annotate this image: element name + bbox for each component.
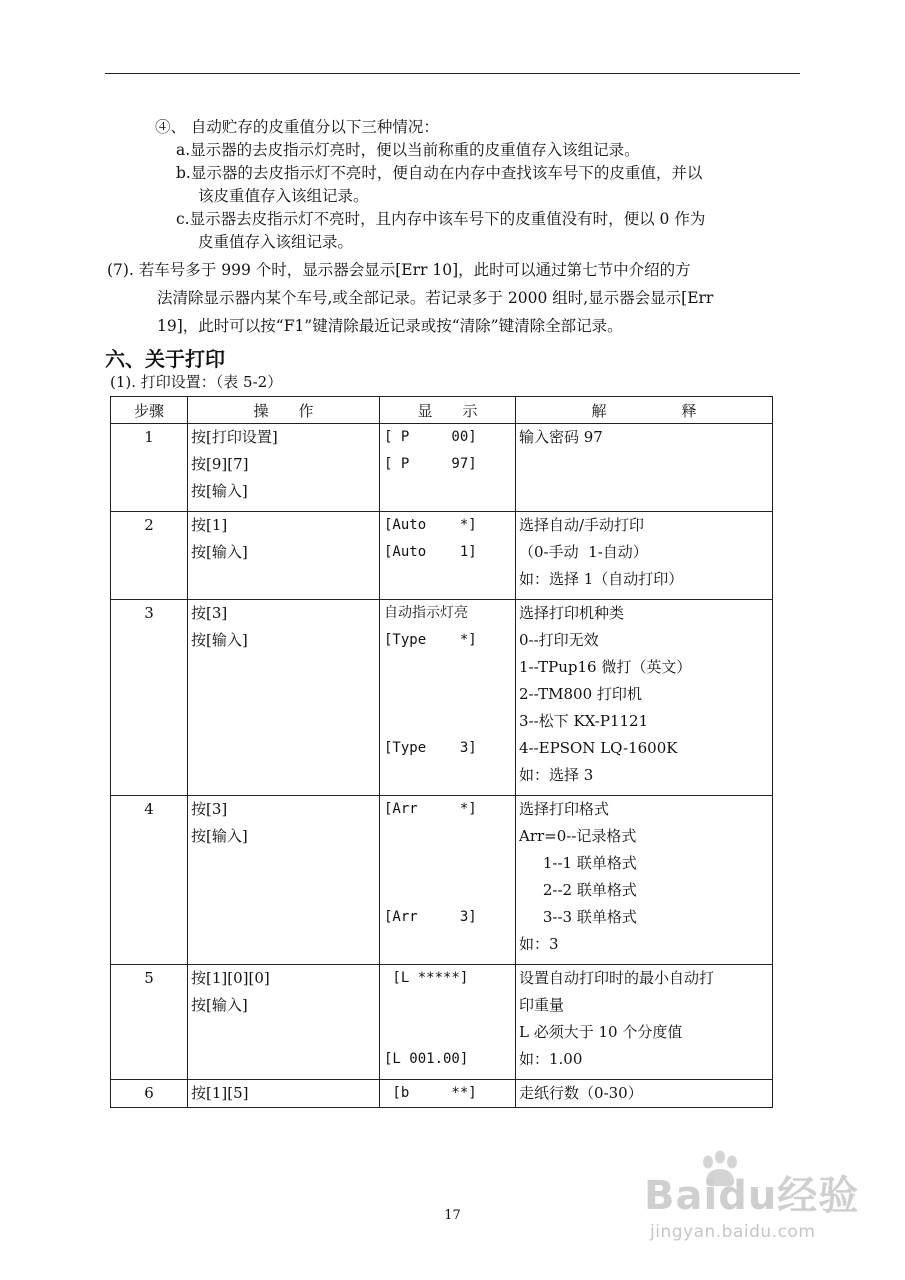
display-line: [Type *] <box>384 632 477 648</box>
operation-line: 按[9][7] <box>191 455 249 473</box>
table-row <box>111 965 773 1080</box>
explanation-line <box>516 451 772 478</box>
display-cell <box>380 600 516 796</box>
display-line <box>380 681 515 708</box>
display-line <box>380 654 515 681</box>
display-cell <box>380 512 516 600</box>
header-step: 步骤 <box>111 397 188 424</box>
operation-line: 按[3] <box>191 604 228 622</box>
operation-line <box>188 931 379 958</box>
operation-line: 按[1][5] <box>191 1084 249 1102</box>
display-cell <box>380 796 516 965</box>
operation-line: 按[输入] <box>191 631 248 649</box>
page-number: 17 <box>444 1208 461 1223</box>
explanation-cell <box>516 965 773 1080</box>
explanation-line: 走纸行数（0-30） <box>519 1084 643 1102</box>
display-line <box>380 566 515 593</box>
operation-line <box>188 877 379 904</box>
explanation-cell <box>516 600 773 796</box>
operation-line <box>188 708 379 735</box>
operation-line: 按[输入] <box>191 996 248 1014</box>
operation-line <box>188 566 379 593</box>
explanation-cell <box>516 512 773 600</box>
operation-line <box>188 1019 379 1046</box>
operation-line <box>188 681 379 708</box>
display-line: [Auto 1] <box>384 544 477 560</box>
display-line: [Arr *] <box>384 801 477 817</box>
table-body <box>111 424 773 1108</box>
header-explanation: 解 释 <box>516 397 773 424</box>
display-line <box>380 762 515 789</box>
operation-line: 按[1] <box>191 516 228 534</box>
explanation-line: 如：选择 1（自动打印） <box>519 570 684 588</box>
operation-line: 按[1][0][0] <box>191 969 270 987</box>
display-line: [ P 00] <box>384 429 477 445</box>
explanation-line: 1--TPup16 微打（英文） <box>519 658 692 676</box>
operation-line: 按[3] <box>191 800 228 818</box>
print-settings-table <box>110 396 773 1108</box>
display-line: [L 001.00] <box>384 1051 469 1067</box>
operation-cell <box>188 796 380 965</box>
explanation-line: 印重量 <box>519 996 565 1014</box>
display-line: [Auto *] <box>384 517 477 533</box>
baidu-watermark <box>640 1150 860 1260</box>
display-line <box>380 823 515 850</box>
table-row <box>111 512 773 600</box>
display-line: [Arr 3] <box>384 909 477 925</box>
display-line: [Type 3] <box>384 740 477 756</box>
explanation-line <box>516 478 772 505</box>
operation-line <box>188 735 379 762</box>
explanation-cell <box>516 796 773 965</box>
operation-line <box>188 654 379 681</box>
display-line: [ P 97] <box>384 456 477 472</box>
operation-line: 按[输入] <box>191 482 248 500</box>
step-cell <box>111 1080 188 1108</box>
operation-cell <box>188 965 380 1080</box>
display-line: [b **] <box>384 1085 477 1101</box>
display-line <box>380 1019 515 1046</box>
explanation-line: 选择打印格式 <box>519 800 610 818</box>
explanation-line: 设置自动打印时的最小自动打 <box>519 969 715 987</box>
explanation-line: 如：1.00 <box>519 1050 583 1068</box>
explanation-line: 3--3 联单格式 <box>519 908 637 926</box>
operation-line: 按[打印设置] <box>191 428 278 446</box>
operation-line <box>188 1046 379 1073</box>
explanation-line: 0--打印无效 <box>519 631 599 649</box>
display-line: [L *****] <box>384 970 469 986</box>
explanation-line: L 必须大于 10 个分度值 <box>519 1023 683 1041</box>
table-row <box>111 1080 773 1108</box>
explanation-line: 4--EPSON LQ-1600K <box>519 739 678 757</box>
display-cell <box>380 424 516 512</box>
explanation-line: 2--TM800 打印机 <box>519 685 642 703</box>
display-line <box>380 478 515 505</box>
item-7-line-1: (7). 若车号多于 999 个时，显示器会显示[Err 10]，此时可以通过第七节中介绍的方 <box>107 261 691 279</box>
operation-line: 按[输入] <box>191 543 248 561</box>
explanation-line: Arr=0--记录格式 <box>519 827 637 845</box>
step-cell <box>111 796 188 965</box>
header-display: 显 示 <box>380 397 516 424</box>
operation-line <box>188 762 379 789</box>
explanation-line: 如：选择 3 <box>519 766 594 784</box>
explanation-line: 如：3 <box>519 935 559 953</box>
item-4c-line-2: 皮重值存入该组记录。 <box>198 233 354 251</box>
operation-line <box>188 850 379 877</box>
item-4-line: ④、 自动贮存的皮重值分以下三种情况： <box>155 118 439 136</box>
operation-cell <box>188 600 380 796</box>
step-number: 4 <box>144 800 154 818</box>
item-4c-line-1: c.显示器去皮指示灯不亮时，且内存中该车号下的皮重值没有时，便以 0 作为 <box>176 210 706 228</box>
display-cell <box>380 965 516 1080</box>
explanation-line: （0-手动 1-自动） <box>519 543 648 561</box>
explanation-line: 选择打印机种类 <box>519 604 625 622</box>
section-title: 六、关于打印 <box>105 347 225 371</box>
item-4a-line: a.显示器的去皮指示灯亮时，便以当前称重的皮重值存入该组记录。 <box>176 141 640 159</box>
header-operation: 操 作 <box>188 397 380 424</box>
explanation-line: 1--1 联单格式 <box>519 854 637 872</box>
display-line <box>380 850 515 877</box>
display-cell <box>380 1080 516 1108</box>
operation-cell <box>188 424 380 512</box>
table-header-row <box>111 397 773 424</box>
watermark-brand: Baidu经验 <box>644 1173 860 1219</box>
step-cell <box>111 600 188 796</box>
table-row <box>111 796 773 965</box>
explanation-line: 输入密码 97 <box>519 428 603 446</box>
table-caption: (1). 打印设置：（表 5-2） <box>110 373 283 391</box>
operation-cell <box>188 1080 380 1108</box>
display-line <box>380 992 515 1019</box>
header-rule <box>105 73 800 74</box>
display-line <box>380 877 515 904</box>
item-4b-line-1: b.显示器的去皮指示灯不亮时，便自动在内存中查找该车号下的皮重值，并以 <box>176 164 703 182</box>
explanation-line: 选择自动/手动打印 <box>519 516 645 534</box>
operation-cell <box>188 512 380 600</box>
item-7-line-3: 19]，此时可以按“F1”键清除最近记录或按“清除”键清除全部记录。 <box>157 317 623 335</box>
watermark-url: jingyan.baidu.com <box>650 1222 816 1242</box>
explanation-cell <box>516 1080 773 1108</box>
step-cell <box>111 965 188 1080</box>
step-cell <box>111 512 188 600</box>
step-cell <box>111 424 188 512</box>
step-number: 3 <box>144 604 154 622</box>
explanation-cell <box>516 424 773 512</box>
table-row <box>111 424 773 512</box>
table-row <box>111 600 773 796</box>
operation-line: 按[输入] <box>191 827 248 845</box>
item-7-line-2: 法清除显示器内某个车号,或全部记录。若记录多于 2000 组时,显示器会显示[Err <box>157 289 714 307</box>
explanation-line: 2--2 联单格式 <box>519 881 637 899</box>
display-line <box>380 931 515 958</box>
item-4b-line-2: 该皮重值存入该组记录。 <box>198 187 369 205</box>
step-number: 6 <box>144 1084 154 1102</box>
step-number: 5 <box>144 969 154 987</box>
step-number: 1 <box>144 428 154 446</box>
display-line <box>380 708 515 735</box>
operation-line <box>188 904 379 931</box>
display-line: 自动指示灯亮 <box>384 605 468 621</box>
explanation-line: 3--松下 KX-P1121 <box>519 712 649 730</box>
step-number: 2 <box>144 516 154 534</box>
